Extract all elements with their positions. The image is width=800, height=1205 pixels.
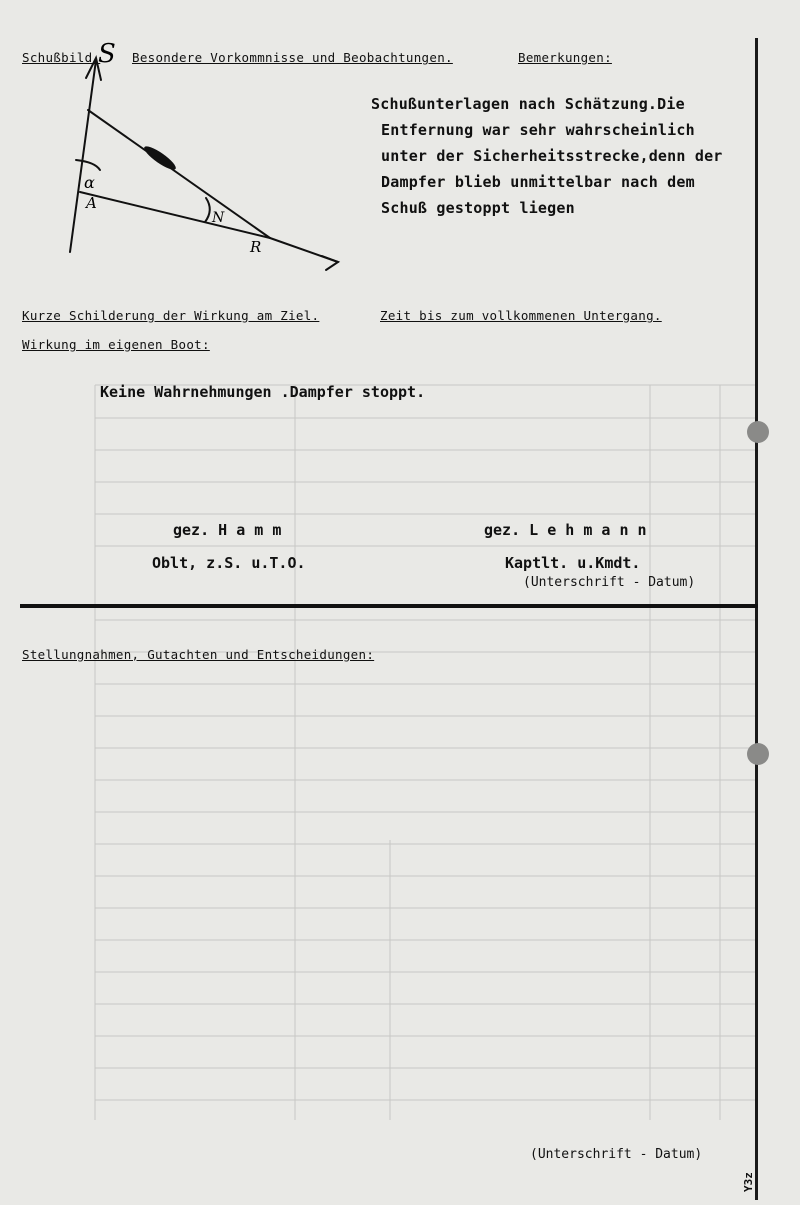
right-margin-rule bbox=[755, 38, 758, 1200]
label-n: N bbox=[212, 210, 225, 226]
review-title: Stellungnahmen, Gutachten und Entscheidungen: bbox=[22, 647, 375, 662]
remarks-line-2: Entfernung war sehr wahrscheinlich bbox=[381, 121, 695, 139]
header-schussbild: Schußbild. bbox=[22, 50, 101, 65]
ship-mark-icon bbox=[142, 143, 179, 173]
header-vorkommnisse: Besondere Vorkommnisse und Beobachtungen. bbox=[132, 50, 453, 65]
signature-left-rank: Oblt, z.S. u.T.O. bbox=[152, 554, 306, 572]
label-r: R bbox=[250, 238, 262, 256]
own-boat-heading: Wirkung im eigenen Boot: bbox=[22, 337, 210, 352]
label-alpha: α bbox=[84, 173, 95, 192]
effect-title-left: Kurze Schilderung der Wirkung am Ziel. bbox=[22, 308, 320, 323]
remarks-line-1: Schußunterlagen nach Schätzung.Die bbox=[371, 95, 685, 113]
signature-caption: (Unterschrift - Datum) bbox=[523, 575, 696, 590]
remarks-line-3: unter der Sicherheitsstrecke,denn der bbox=[381, 147, 723, 165]
remarks-line-5: Schuß gestoppt liegen bbox=[381, 199, 575, 217]
section-divider bbox=[20, 604, 758, 608]
label-s: S bbox=[98, 39, 116, 69]
signature-right-rank: Kaptlt. u.Kmdt. bbox=[505, 554, 641, 572]
effect-title-right: Zeit bis zum vollkommenen Untergang. bbox=[380, 308, 662, 323]
signature-left-name: gez. H a m m bbox=[173, 521, 282, 539]
header-bemerkungen: Bemerkungen: bbox=[518, 50, 612, 65]
remarks-line-4: Dampfer blieb unmittelbar nach dem bbox=[381, 173, 695, 191]
punch-hole-top bbox=[747, 421, 769, 443]
punch-hole-bottom bbox=[747, 743, 769, 765]
label-a: A bbox=[86, 194, 97, 212]
signature-right-name: gez. L e h m a n n bbox=[484, 521, 647, 539]
observation-text: Keine Wahrnehmungen .Dampfer stoppt. bbox=[100, 383, 426, 401]
review-footer-caption: (Unterschrift - Datum) bbox=[530, 1147, 703, 1162]
margin-code: Y3z bbox=[742, 1172, 755, 1192]
shot-diagram bbox=[0, 0, 380, 300]
